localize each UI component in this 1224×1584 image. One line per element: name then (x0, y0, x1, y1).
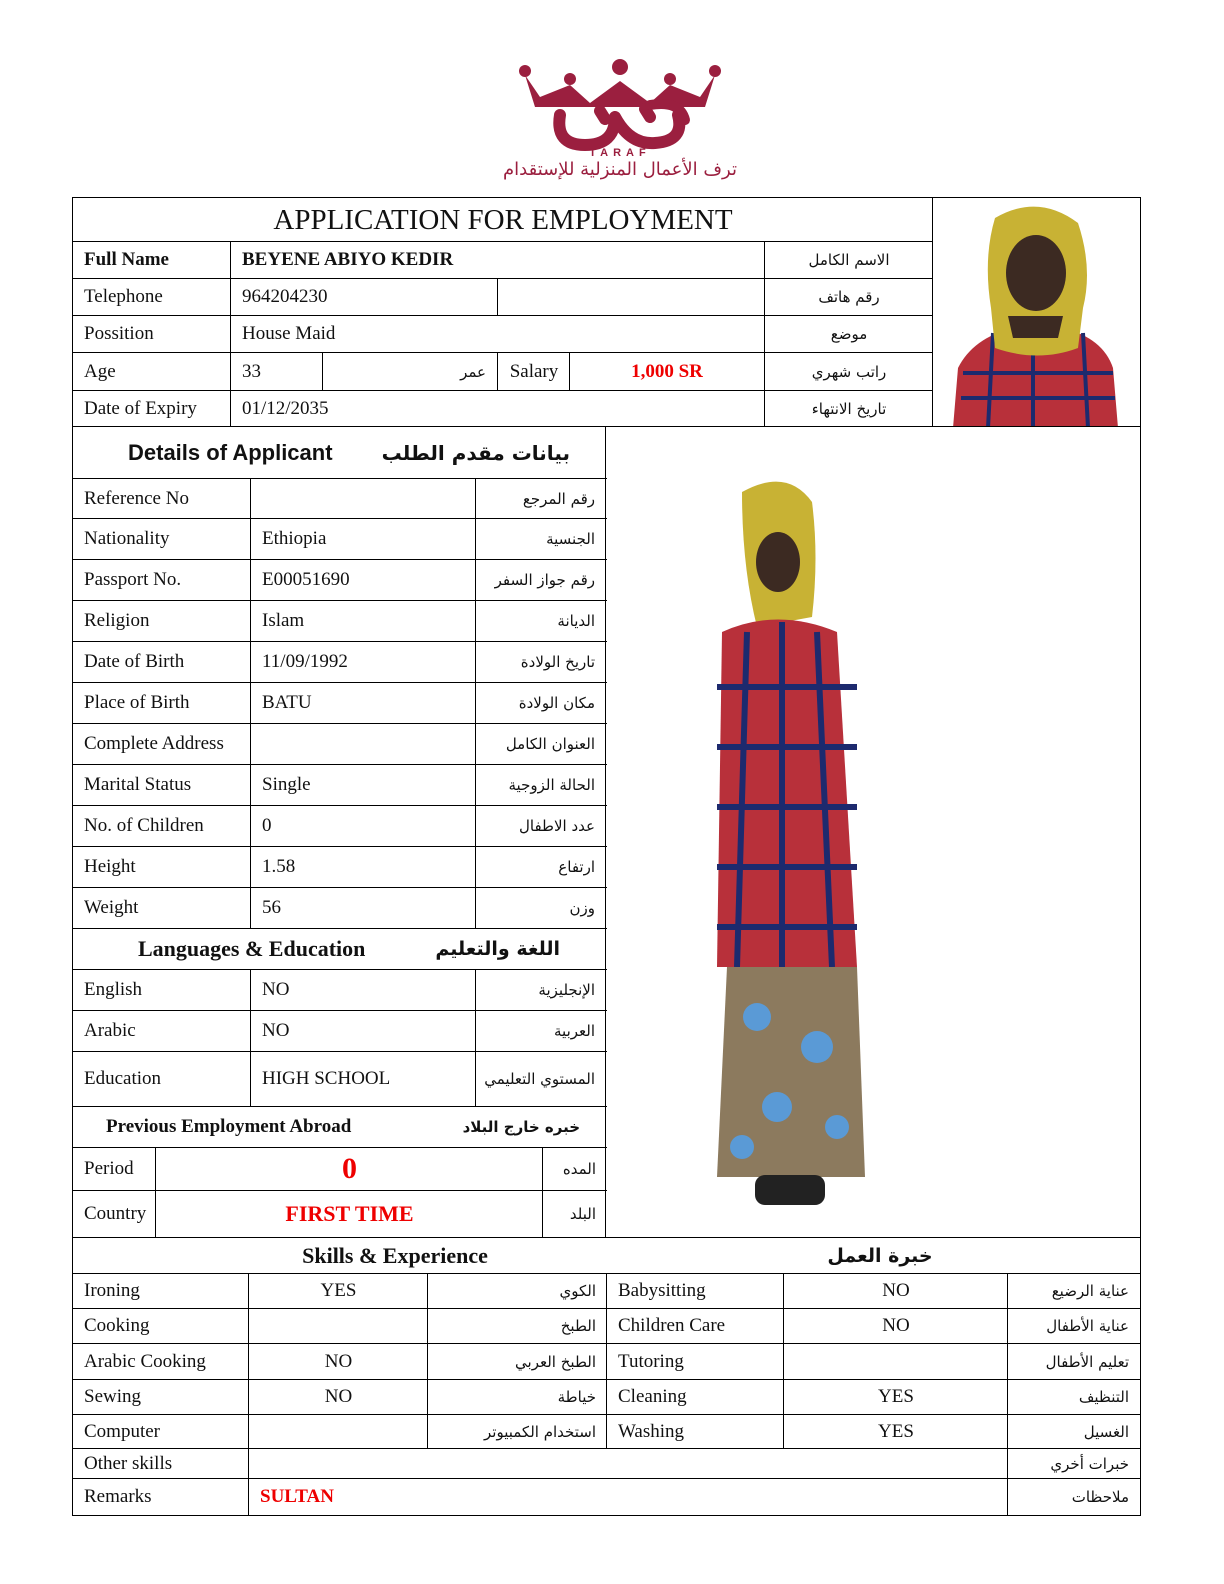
skill-cleaning-value: YES (878, 1386, 914, 1407)
age-value: 33 (242, 360, 261, 382)
expiry-label-ar: تاريخ الانتهاء (811, 400, 887, 418)
fullname-value: BEYENE ABIYO KEDIR (242, 249, 454, 270)
religion-value: Islam (262, 610, 305, 631)
dob-value: 11/09/1992 (262, 651, 348, 672)
skill-sewing-value: NO (324, 1386, 353, 1407)
previous-title: Previous Employment Abroad (106, 1116, 352, 1137)
skill-tutoring-label-ar: تعليم الأطفال (1045, 1352, 1129, 1371)
telephone-extra (499, 279, 763, 315)
skill-tutoring-label: Tutoring (618, 1350, 684, 1372)
position-label-ar: موضع (830, 325, 868, 343)
passport-value: E00051690 (262, 569, 350, 590)
skill-ironing-label-ar: الكوي (559, 1282, 596, 1300)
full-body-photo (607, 427, 1139, 1237)
skill-children-care-label: Children Care (618, 1315, 726, 1336)
english-value: NO (262, 979, 290, 1000)
skill-computer-label: Computer (84, 1420, 160, 1442)
fullname-label-ar: الاسم الكامل (808, 251, 890, 269)
skill-cleaning-label: Cleaning (618, 1386, 687, 1407)
dob-label: Date of Birth (84, 651, 185, 672)
nationality-label-ar: الجنسية (546, 530, 595, 548)
salary-label: Salary (509, 360, 559, 382)
skill-tutoring-value (785, 1344, 1007, 1379)
skill-children-care-label-ar: عناية الأطفال (1046, 1317, 1129, 1335)
children-label: No. of Children (84, 815, 204, 836)
skills-title-ar: خبرة العمل (827, 1244, 933, 1267)
age-label: Age (84, 360, 116, 382)
weight-label: Weight (84, 897, 139, 918)
period-value: 0 (342, 1152, 357, 1185)
skill-arabic-cooking-label: Arabic Cooking (84, 1350, 206, 1372)
skill-arabic-cooking-value: NO (324, 1350, 353, 1372)
previous-title-ar: خبره خارج البلاد (462, 1118, 580, 1136)
logo-latin: TARAF (589, 147, 651, 159)
remarks-value: SULTAN (260, 1486, 334, 1507)
other-skills-value (250, 1449, 1007, 1478)
arabic-label-ar: العربية (554, 1022, 595, 1040)
religion-label-ar: الديانة (557, 612, 595, 630)
marital-label-ar: الحالة الزوجية (508, 776, 595, 794)
skill-ironing-value: YES (320, 1280, 357, 1301)
religion-label: Religion (84, 610, 150, 631)
skill-cleaning-label-ar: التنظيف (1078, 1388, 1129, 1406)
age-label-ar: عمر (460, 362, 486, 381)
logo (400, 45, 840, 185)
children-label-ar: عدد الاطفال (519, 817, 595, 835)
skill-arabic-cooking-label-ar: الطبخ العربي (515, 1352, 596, 1371)
period-label-ar: المده (562, 1160, 596, 1178)
children-value: 0 (262, 815, 272, 836)
salary-label-ar: راتب شهري (811, 362, 887, 381)
skill-children-care-value: NO (882, 1315, 910, 1336)
skill-cooking-label-ar: الطبخ (560, 1317, 596, 1335)
skills-title: Skills & Experience (302, 1242, 488, 1268)
height-label-ar: ارتفاع (558, 858, 595, 876)
position-label: Possition (84, 323, 154, 344)
weight-value: 56 (262, 897, 281, 918)
arabic-label: Arabic (84, 1020, 136, 1041)
address-value (252, 724, 474, 764)
pob-label-ar: مكان الولادة (518, 694, 595, 712)
period-label: Period (84, 1158, 134, 1179)
marital-value: Single (262, 774, 311, 795)
expiry-value: 01/12/2035 (242, 398, 329, 419)
passport-label: Passport No. (84, 569, 182, 590)
skill-babysitting-value: NO (882, 1280, 910, 1301)
reference-value (252, 479, 474, 518)
country-label: Country (84, 1203, 147, 1224)
education-label-ar: المستوي التعليمي (484, 1070, 595, 1088)
position-value: House Maid (242, 323, 336, 344)
education-label: Education (84, 1068, 162, 1089)
nationality-value: Ethiopia (262, 528, 327, 549)
salary-value: 1,000 SR (631, 360, 703, 382)
height-label: Height (84, 856, 136, 877)
skill-cooking-label: Cooking (84, 1315, 150, 1336)
pob-value: BATU (262, 692, 312, 713)
reference-label-ar: رقم المرجع (522, 489, 595, 508)
address-label: Complete Address (84, 733, 224, 754)
reference-label: Reference No (84, 487, 189, 509)
skill-sewing-label-ar: خياطة (557, 1388, 596, 1406)
telephone-label-ar: رقم هاتف (818, 288, 880, 306)
skill-babysitting-label-ar: عناية الرضيع (1051, 1282, 1129, 1300)
telephone-value: 964204230 (242, 286, 328, 307)
height-value: 1.58 (262, 856, 296, 877)
skill-babysitting-label: Babysitting (618, 1280, 706, 1301)
country-label-ar: البلد (569, 1205, 596, 1223)
remarks-label-ar: ملاحظات (1071, 1488, 1129, 1506)
pob-label: Place of Birth (84, 692, 190, 713)
languages-title: Languages & Education (138, 936, 366, 961)
telephone-label: Telephone (84, 286, 163, 307)
page-title: APPLICATION FOR EMPLOYMENT (273, 203, 733, 236)
weight-label-ar: وزن (569, 899, 595, 917)
skill-washing-label-ar: الغسيل (1083, 1422, 1129, 1441)
passport-label-ar: رقم جواز السفر (494, 571, 595, 589)
marital-label: Marital Status (84, 774, 192, 795)
skill-computer-value (250, 1415, 427, 1448)
remarks-label: Remarks (84, 1486, 152, 1507)
english-label: English (84, 979, 143, 1000)
country-value: FIRST TIME (285, 1201, 414, 1226)
languages-title-ar: اللغة والتعليم (435, 938, 560, 960)
fullname-label: Full Name (84, 249, 169, 270)
english-label-ar: الإنجليزية (538, 981, 595, 999)
skill-cooking-value (250, 1309, 427, 1343)
expiry-label: Date of Expiry (84, 398, 197, 419)
skill-ironing-label: Ironing (84, 1280, 140, 1301)
education-value: HIGH SCHOOL (262, 1068, 391, 1089)
details-title: Details of Applicant (128, 440, 333, 465)
skill-computer-label-ar: استخدام الكمبيوتر (484, 1422, 596, 1441)
other-skills-label: Other skills (84, 1452, 173, 1474)
nationality-label: Nationality (84, 528, 170, 549)
skill-sewing-label: Sewing (84, 1386, 141, 1407)
logo-tagline: ترف الأعمال المنزلية للإستقدام (503, 159, 737, 180)
details-title-ar: بيانات مقدم الطلب (381, 441, 570, 465)
address-label-ar: العنوان الكامل (505, 735, 595, 753)
portrait-photo (932, 197, 1141, 427)
other-skills-label-ar: خبرات أخري (1050, 1454, 1129, 1473)
arabic-value: NO (262, 1020, 290, 1041)
skill-washing-label: Washing (618, 1420, 685, 1442)
skill-washing-value: YES (878, 1420, 914, 1442)
dob-label-ar: تاريخ الولادة (520, 653, 595, 671)
